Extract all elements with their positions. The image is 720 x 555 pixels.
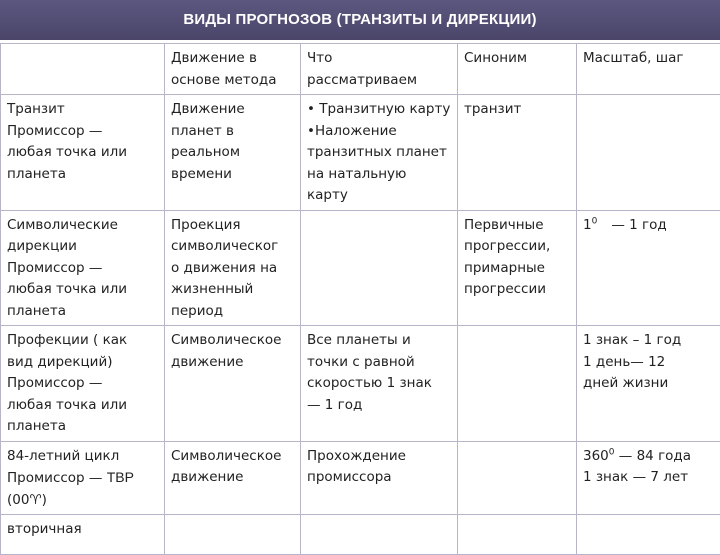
cell-line: реальном: [171, 142, 295, 164]
table-cell: [458, 515, 577, 555]
cell-line: Промиссор —: [7, 373, 159, 395]
table-cell: [1, 441, 165, 515]
header-cell-method: [165, 44, 301, 95]
cell-line: Проекция: [171, 215, 295, 237]
cell-line: карту: [307, 185, 452, 207]
cell-line: вид дирекций): [7, 352, 159, 374]
cell-line: Промиссор —: [7, 121, 159, 143]
cell-line: Символическое: [171, 330, 295, 352]
cell-line: 1 знак — 7 лет: [583, 467, 715, 489]
cell-line: Что: [307, 48, 452, 70]
cell-line: [583, 446, 715, 468]
table-cell: [165, 95, 301, 211]
cell-line: [7, 467, 159, 490]
table-cell: [301, 515, 458, 555]
header-cell-col1: [1, 44, 165, 95]
cell-line: Движение: [171, 99, 295, 121]
cell-line: на натальную: [307, 164, 452, 186]
cell-line: дней жизни: [583, 373, 715, 395]
degree-superscript: 0: [592, 216, 598, 226]
aries-icon: ♈: [29, 492, 41, 508]
table-cell: [458, 441, 577, 515]
table-row: [1, 326, 720, 442]
cell-line: планета: [7, 416, 159, 438]
position-text: (00: [7, 492, 29, 508]
cell-line: Прохождение: [307, 446, 452, 468]
cell-line: любая точка или: [7, 395, 159, 417]
cell-line: жизненный: [171, 279, 295, 301]
scale-number: 1: [583, 217, 592, 233]
cell-line: 1 день— 12: [583, 352, 715, 374]
cell-line: промиссора: [307, 467, 452, 489]
table-cell: [577, 326, 720, 442]
table-cell: [301, 210, 458, 326]
table-cell: [165, 515, 301, 555]
cell-line: о движения на: [171, 258, 295, 280]
table-row: [1, 210, 720, 326]
table-cell: [577, 515, 720, 555]
cell-line: Первичные: [464, 215, 571, 237]
table-cell: [165, 441, 301, 515]
cell-line: Все планеты и: [307, 330, 452, 352]
scale-number: 360: [583, 448, 609, 464]
cell-line: прогрессии: [464, 279, 571, 301]
cell-line: [583, 215, 715, 237]
cell-line: Транзит: [7, 99, 159, 121]
forecast-table: [0, 43, 720, 555]
position-close: ): [42, 492, 47, 508]
table-cell: [1, 210, 165, 326]
cell-line: Символические: [7, 215, 159, 237]
cell-line: период: [171, 301, 295, 323]
table-row: [1, 441, 720, 515]
cell-line: любая точка или: [7, 279, 159, 301]
cell-line: точки с равной: [307, 352, 452, 374]
cell-line: времени: [171, 164, 295, 186]
header-cell-subject: [301, 44, 458, 95]
cell-line: любая точка или: [7, 142, 159, 164]
cell-line: скоростью 1 знак: [307, 373, 452, 395]
cell-line: транзитных планет: [307, 142, 452, 164]
table-cell: [577, 210, 720, 326]
cell-line: примарные: [464, 258, 571, 280]
cell-line: движение: [171, 467, 295, 489]
page-title: ВИДЫ ПРОГНОЗОВ (ТРАНЗИТЫ И ДИРЕКЦИИ): [0, 0, 720, 40]
table-cell: [577, 95, 720, 211]
cell-line: Символическое: [171, 446, 295, 468]
cell-line: — 1 год: [307, 395, 452, 417]
degree-superscript: 0: [609, 447, 615, 457]
scale-text: — 1 год: [611, 217, 666, 233]
table-header-row: [1, 44, 720, 95]
table-cell: [301, 95, 458, 211]
cell-line: Синоним: [464, 48, 571, 70]
cell-line: •Наложение: [307, 121, 452, 143]
cell-line: планета: [7, 301, 159, 323]
header-cell-scale: [577, 44, 720, 95]
cell-line: [7, 490, 159, 512]
cell-line: дирекции: [7, 236, 159, 258]
cell-line: • Транзитную карту: [307, 99, 452, 121]
cell-line: основе метода: [171, 70, 295, 92]
table-cell: [165, 210, 301, 326]
table-row: [1, 515, 720, 555]
table-cell: [301, 441, 458, 515]
cell-line: планета: [7, 164, 159, 186]
table-cell: [1, 95, 165, 211]
cell-line: символическог: [171, 236, 295, 258]
cell-line: Масштаб, шаг: [583, 48, 715, 70]
header-cell-synonym: [458, 44, 577, 95]
table-cell: [458, 95, 577, 211]
cell-line: планет в: [171, 121, 295, 143]
cell-line: вторичная: [7, 519, 159, 541]
table-cell: [301, 326, 458, 442]
cell-line: рассматриваем: [307, 70, 452, 92]
table-cell: [458, 326, 577, 442]
tbp-abbreviation: TBP: [107, 469, 134, 485]
cell-line: Движение в: [171, 48, 295, 70]
cell-line: Промиссор —: [7, 258, 159, 280]
cell-line: 84-летний цикл: [7, 446, 159, 468]
table-cell: [1, 515, 165, 555]
scale-text: — 84 года: [615, 448, 692, 464]
table-cell: [1, 326, 165, 442]
cell-line: Профекции ( как: [7, 330, 159, 352]
table-cell: [165, 326, 301, 442]
table-cell: [577, 441, 720, 515]
table-row: [1, 95, 720, 211]
cell-line: движение: [171, 352, 295, 374]
promissor-text: Промиссор —: [7, 470, 107, 486]
cell-line: транзит: [464, 99, 571, 121]
cell-line: прогрессии,: [464, 236, 571, 258]
title-bar: [0, 0, 720, 40]
cell-line: 1 знак – 1 год: [583, 330, 715, 352]
table-cell: [458, 210, 577, 326]
